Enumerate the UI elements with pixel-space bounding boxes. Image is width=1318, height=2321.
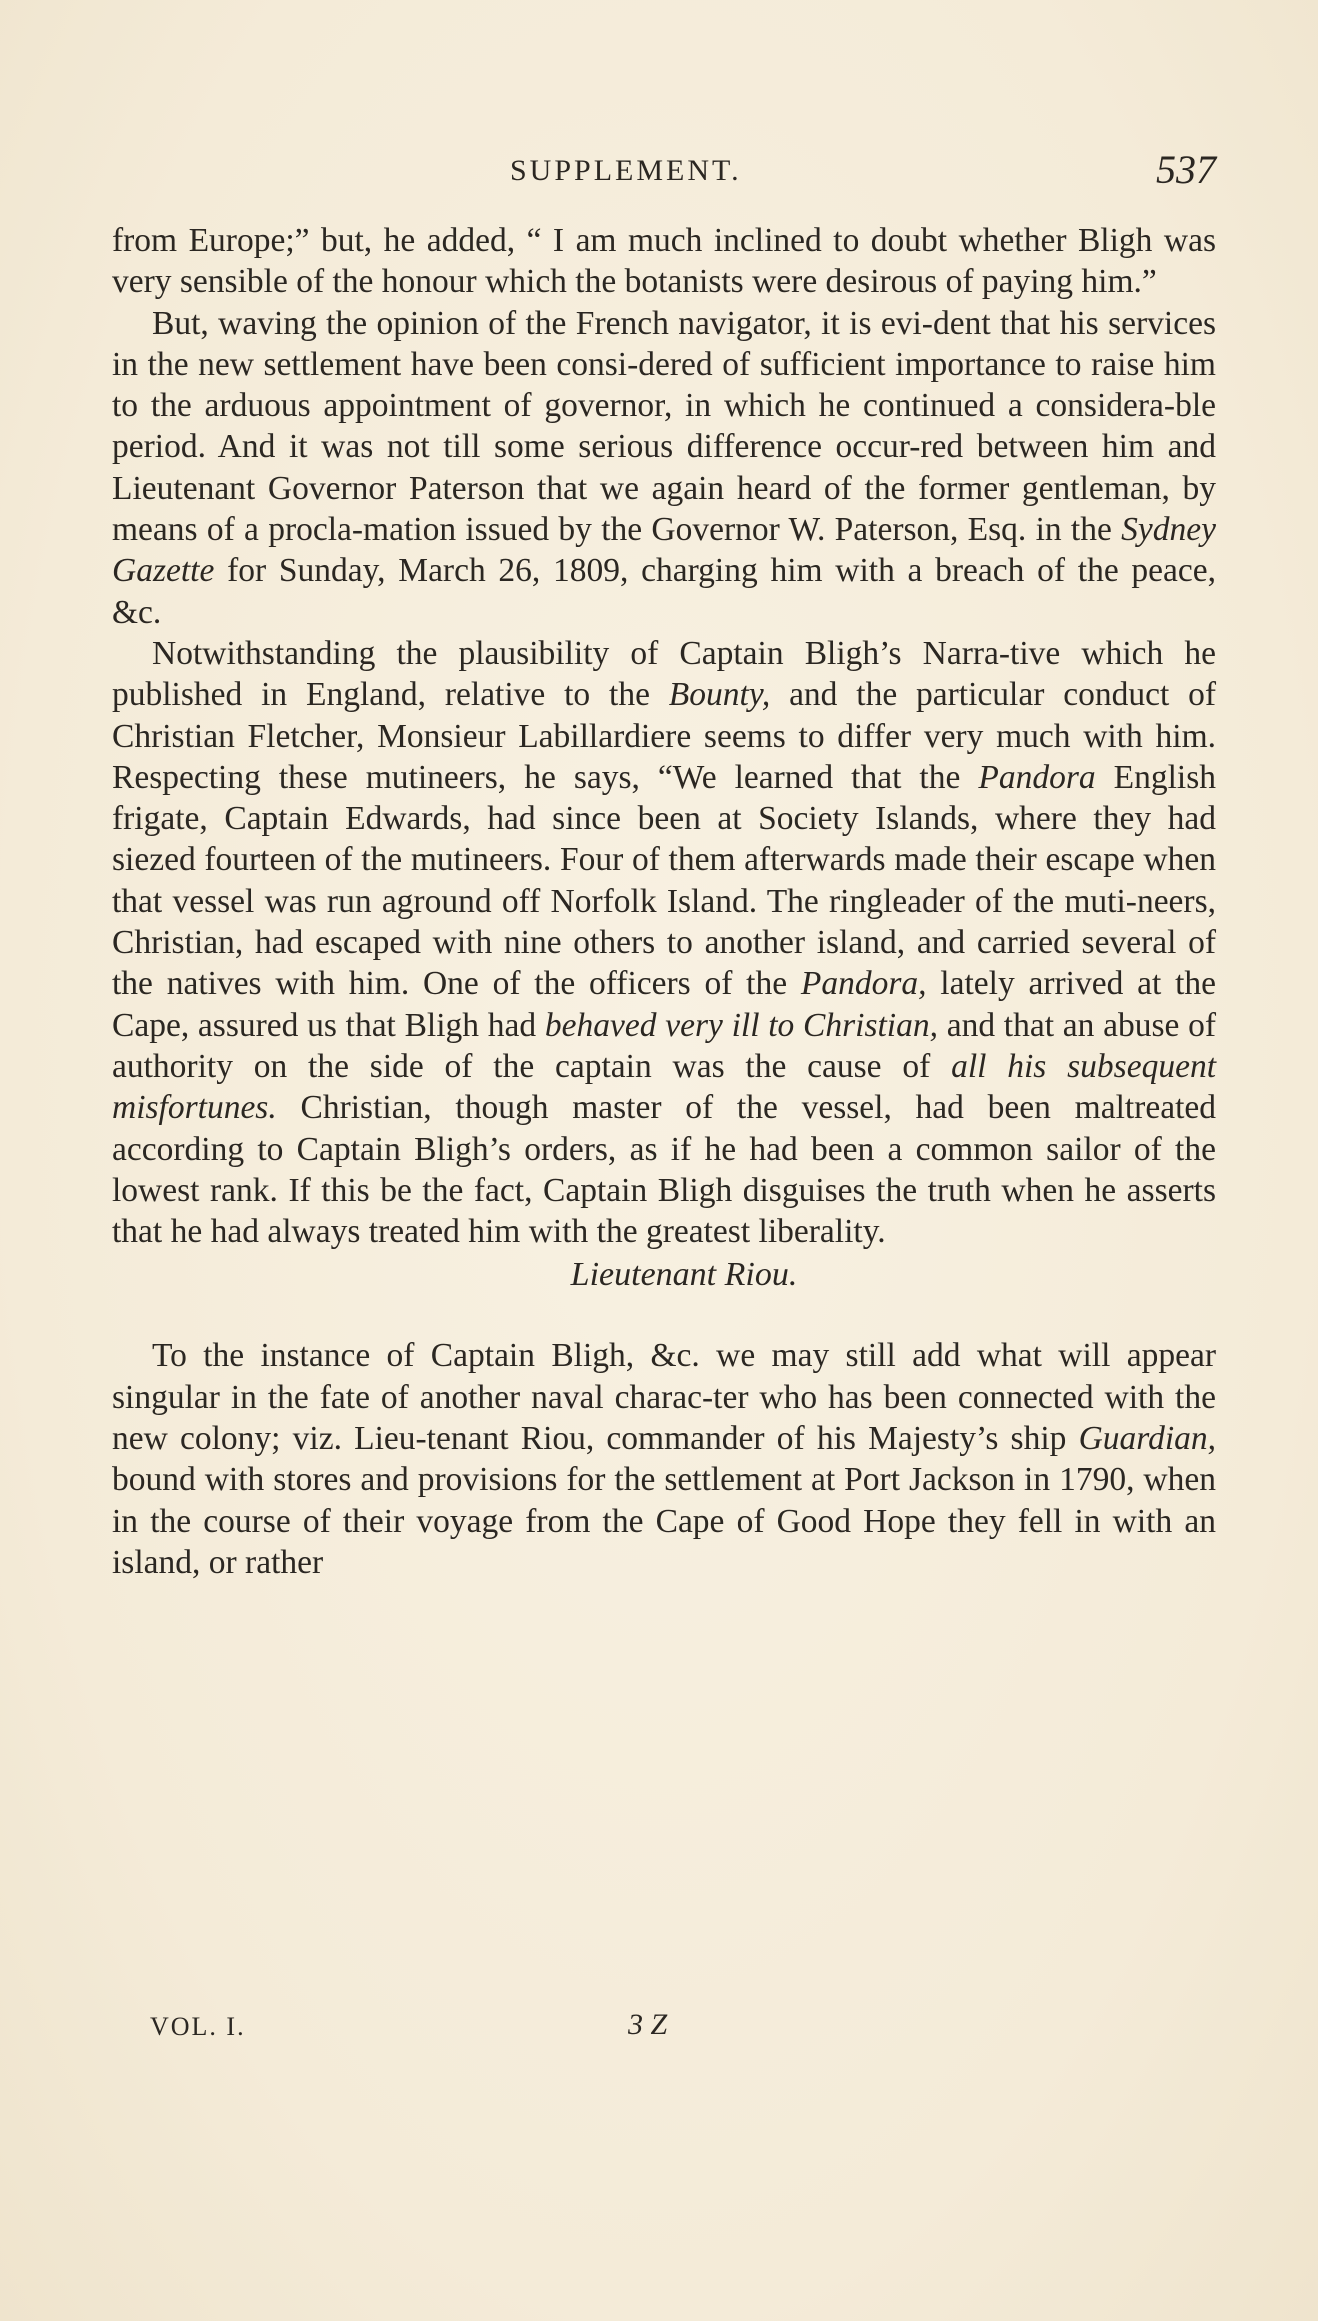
paragraph-3-part-f: Christian, though master of the vessel, had been maltreated according to Captain Bligh’s orders, as if he had been a common sailor of the lowest rank. If this be the fact, Captain Bligh disguises the truth when he asserts that he had always treated him with the greatest liberality. xyxy=(112,1089,1216,1251)
section-title: Lieutenant Riou. xyxy=(570,1256,798,1294)
paragraph-3 xyxy=(112,633,1216,1252)
page-header xyxy=(112,146,1216,194)
page-body xyxy=(112,220,1216,1583)
paragraph-3-part-e: and that an abuse of authority on the side of the captain was the cause of xyxy=(112,1006,1217,1085)
ship-name-guardian: Guardian, xyxy=(1078,1420,1217,1458)
signature-mark: 3 Z xyxy=(628,2008,668,2041)
ship-name-pandora-2: Pandora, xyxy=(800,965,927,1003)
page-footer xyxy=(150,2008,750,2048)
paragraph-2-end: for Sunday, March 26, 1809, charging him with a breach of the peace, &c. xyxy=(112,552,1217,631)
paragraph-4-part-a: To the instance of Captain Bligh, &c. we may still add what will appear singular in the fate of another naval charac-ter who has been connected with the new colony; viz. Lieu-tenant Riou, commander of his Majesty’s ship xyxy=(112,1337,1216,1458)
paragraph-3-part-b: and the particular conduct of Christian Fletcher, Monsieur Labillardiere seems to differ very much with him. Respecting these mutineers, he says, “We learned that the xyxy=(112,676,1217,796)
newspaper-title: Sydney Gazette xyxy=(112,511,1216,590)
paragraph-3-part-a: Notwithstanding the plausibility of Captain Bligh’s Narra-tive which he published in England, relative to the xyxy=(112,634,1216,714)
paragraph-1 xyxy=(112,220,1216,303)
ship-name-pandora: Pandora xyxy=(978,758,1096,796)
paragraph-3-part-d: lately arrived at the Cape, assured us that Bligh had xyxy=(112,965,1217,1044)
emphasis-misfortunes: all his subsequent misfortunes. xyxy=(112,1047,1217,1127)
ship-name-bounty: Bounty, xyxy=(668,676,771,714)
volume-label: VOL. I. xyxy=(150,2012,246,2041)
paragraph-1-text: from Europe;” but, he added, “ I am much inclined to doubt whether Bligh was very sensible of the honour which the botanists were desirous of paying him.” xyxy=(112,222,1216,301)
paragraph-2 xyxy=(112,303,1216,633)
paragraph-4-part-b: bound with stores and provisions for the settlement at Port Jackson in 1790, when in the course of their voyage from the Cape of Good Hope they fell in with an island, or rather xyxy=(112,1461,1216,1581)
emphasis-behaved: behaved very ill to Christian, xyxy=(544,1006,938,1044)
page-number: 537 xyxy=(1156,147,1216,192)
paragraph-3-part-c: English frigate, Captain Edwards, had since been at Society Islands, where they had siezed fourteen of the mutineers. Four of them afterwards made their escape when that vessel was run aground off Norfolk Island. The ringleader of the muti-neers, Christian, had escaped with nine others to another island, and carried several of the natives with him. One of the officers of the xyxy=(112,758,1216,1003)
paragraph-2-text: But, waving the opinion of the French navigator, it is evi-dent that his services in the new settlement have been consi-dered of sufficient importance to raise him to the arduous appointment of governor, in which he continued a considera-ble period. And it was not till some serious difference occur-red between him and Lieutenant Governor Paterson that we again heard of the former gentleman, by means of a procla-mation issued by the Governor W. Paterson, Esq. in the xyxy=(112,304,1216,549)
running-head: SUPPLEMENT. xyxy=(510,154,742,187)
paragraph-4 xyxy=(112,1335,1216,1583)
